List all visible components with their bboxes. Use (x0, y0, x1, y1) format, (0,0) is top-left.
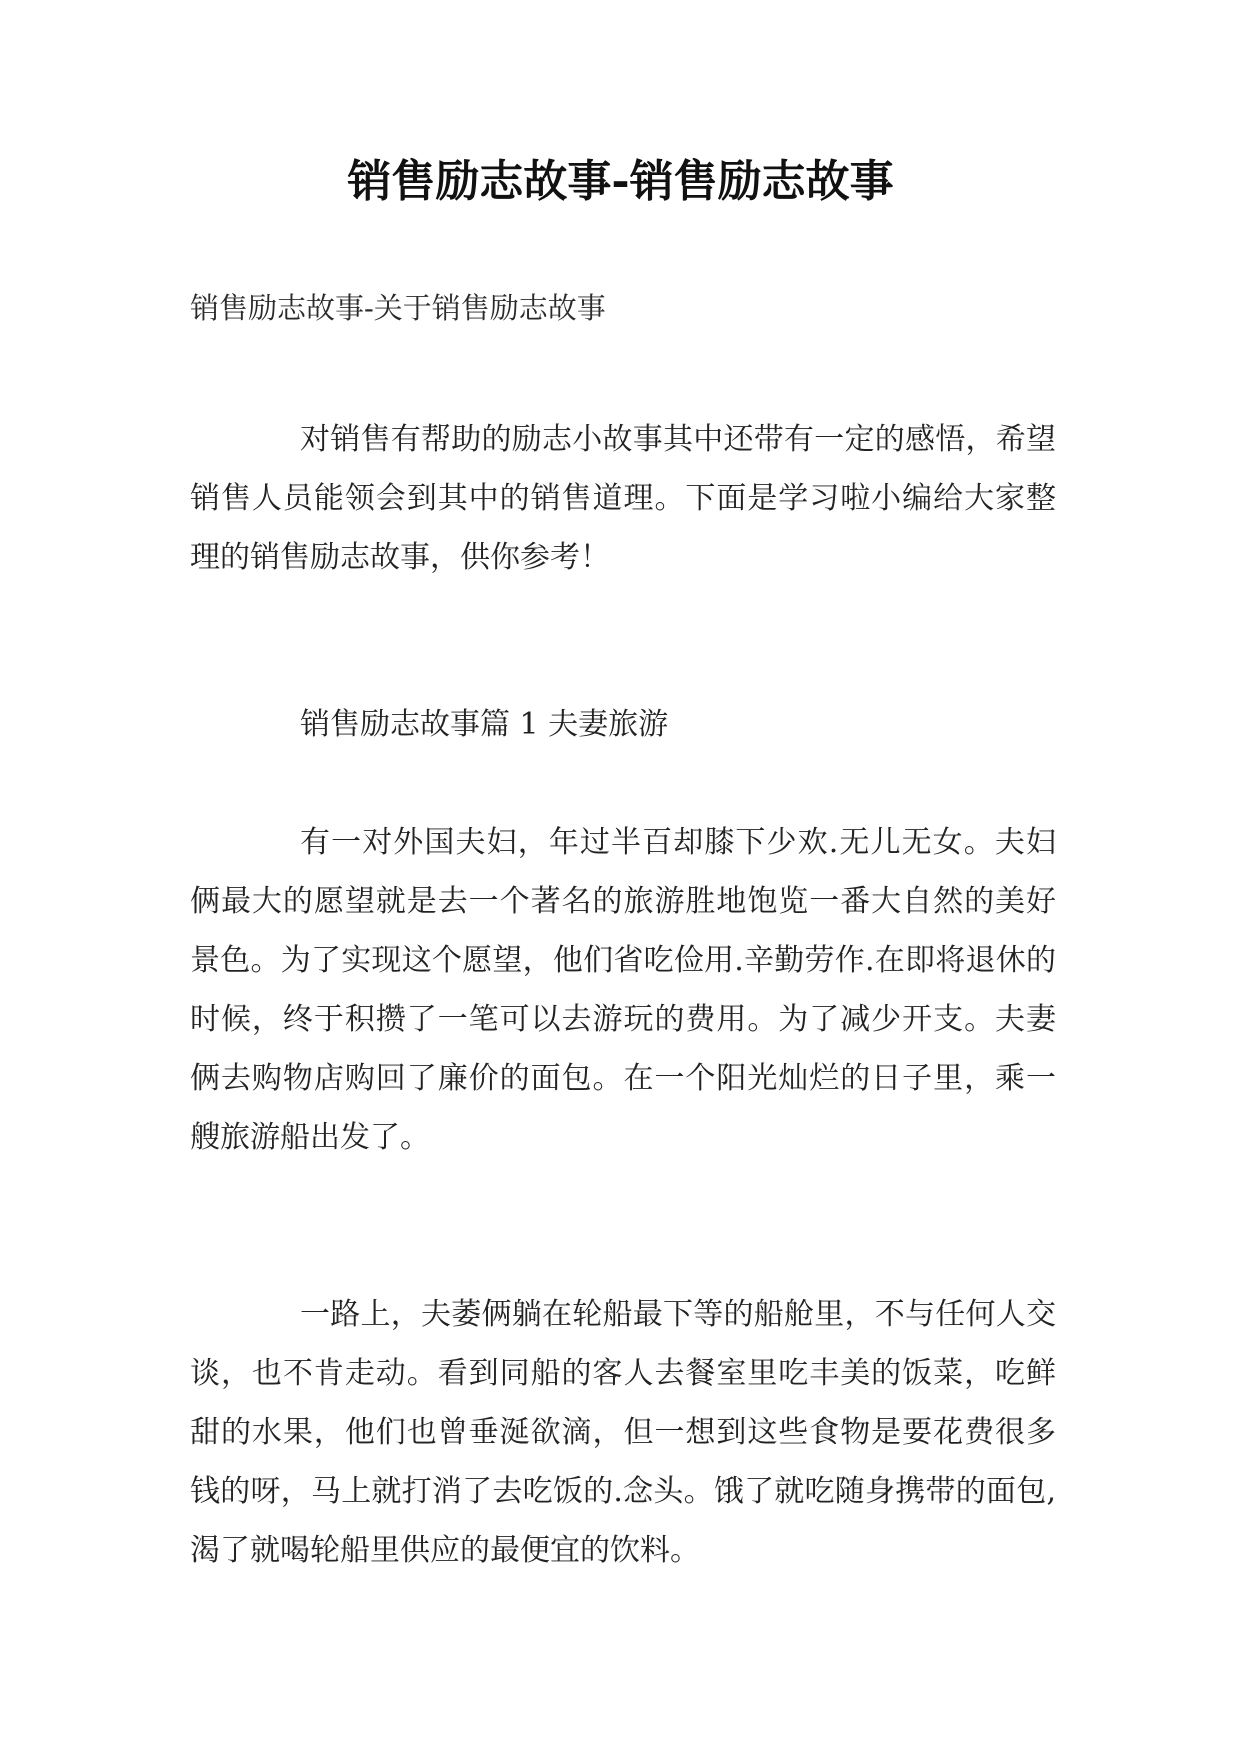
document-subtitle: 销售励志故事-关于销售励志故事 (190, 291, 606, 325)
story-paragraph-1: 有一对外国夫妇，年过半百却膝下少欢.无儿无女。夫妇俩最大的愿望就是去一个著名的旅游胜地饱览一番大自然的美好景色。为了实现这个愿望，他们省吃俭用.辛勤劳作.在即将退休的时候，终于积攒了一笔可以去游玩的费用。为了减少开支。夫妻俩去购物店购回了廉价的面包。在一个阳光灿烂的日子里，乘一艘旅游船出发了。 (190, 825, 1056, 1155)
document-title: 销售励志故事-销售励志故事 (347, 156, 894, 207)
story-paragraph-2: 一路上，夫萎俩躺在轮船最下等的船舱里，不与任何人交谈，也不肯走动。看到同船的客人去餐室里吃丰美的饭菜，吃鲜甜的水果，他们也曾垂涎欲滴，但一想到这些食物是要花费很多钱的呀，马上就打消了去吃饭的.念头。饿了就吃随身携带的面包,渴了就喝轮船里供应的最便宜的饮料。 (190, 1297, 1056, 1568)
section-heading: 销售励志故事篇 1 夫妻旅游 (300, 707, 669, 742)
intro-paragraph: 对销售有帮助的励志小故事其中还带有一定的感悟，希望销售人员能领会到其中的销售道理。下面是学习啦小编给大家整理的销售励志故事，供你参考！ (190, 422, 1056, 575)
